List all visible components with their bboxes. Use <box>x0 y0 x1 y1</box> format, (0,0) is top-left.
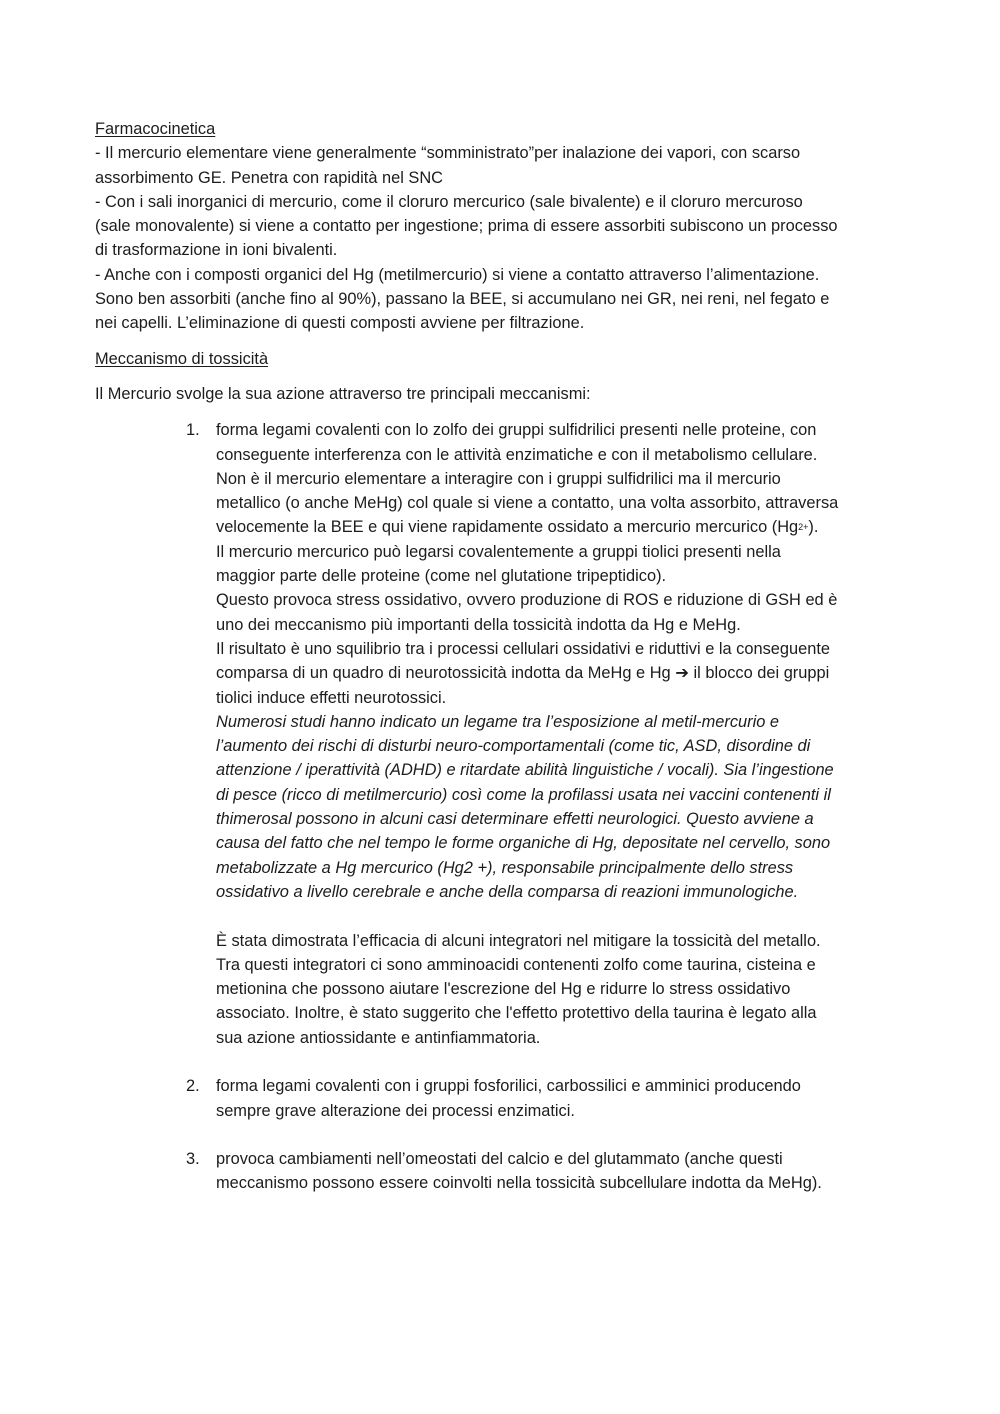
text-line: thimerosal possono in alcuni casi determinare effetti neurologici. Questo avviene a <box>216 810 814 829</box>
text-line: di pesce (ricco di metilmercurio) così come la profilassi usata nei vaccini contenenti il <box>216 785 831 804</box>
section-heading-farmacocinetica: Farmacocinetica <box>95 120 216 138</box>
text-span: il blocco dei gruppi <box>688 664 830 683</box>
list-number: 1. <box>186 421 200 440</box>
text-line: metabolizzate a Hg mercurico (Hg2 +), responsabile principalmente dello stress <box>216 858 794 877</box>
text-line: - Il mercurio elementare viene generalmente “somministrato”per inalazione dei vapori, con scarso <box>95 144 801 163</box>
text-line: Il mercurio mercurico può legarsi covalentemente a gruppi tiolici presenti nella <box>216 542 781 561</box>
text-line: Non è il mercurio elementare a interagire con i gruppi sulfidrilici ma il mercurio <box>216 469 781 488</box>
text-line: Questo provoca stress ossidativo, ovvero produzione di ROS e riduzione di GSH ed è <box>216 591 838 610</box>
text-line: associato. Inoltre, è stato suggerito che l'effetto protettivo della taurina è legato alla <box>216 1004 817 1023</box>
text-line: forma legami covalenti con i gruppi fosforilici, carbossilici e amminici producendo <box>216 1077 801 1096</box>
text-line <box>216 515 910 539</box>
document-content <box>95 117 910 1196</box>
mechanism-list <box>95 418 910 1196</box>
text-line <box>216 661 910 685</box>
farmaco-paragraph <box>95 141 910 335</box>
text-line: meccanismo possono essere coinvolti nella tossicità subcellulare indotta da MeHg). <box>216 1174 822 1193</box>
text-line: conseguente interferenza con le attività enzimatiche e con il metabolismo cellulare. <box>216 445 818 464</box>
text-line: nei capelli. L’eliminazione di questi composti avviene per filtrazione. <box>95 314 585 333</box>
right-arrow-icon: ➔ <box>675 664 689 683</box>
text-line: - Con i sali inorganici di mercurio, come il cloruro mercurico (sale bivalente) e il cloruro mercuroso <box>95 192 803 211</box>
intro-text: Il Mercurio svolge la sua azione attraverso tre principali meccanismi: <box>95 384 591 403</box>
text-line: Sono ben assorbiti (anche fino al 90%), passano la BEE, si accumulano nei GR, nei reni, nel fegato e <box>95 290 830 309</box>
text-line: uno dei meccanismo più importanti della tossicità indotta da Hg e MeHg. <box>216 615 741 634</box>
text-line: Numerosi studi hanno indicato un legame tra l’esposizione al metil-mercurio e <box>216 712 780 731</box>
list-item <box>95 1147 910 1196</box>
text-line: tiolici induce effetti neurotossici. <box>216 688 447 707</box>
text-span: ). <box>808 518 819 537</box>
text-line: ossidativo a livello cerebrale e anche della comparsa di reazioni immunologiche. <box>216 882 799 901</box>
text-line: attenzione / iperattività (ADHD) e ritardate abilità linguistiche / vocali). Sia l’ingestione <box>216 761 834 780</box>
text-line: Il risultato è uno squilibrio tra i processi cellulari ossidativi e riduttivi e la conseguente <box>216 639 831 658</box>
superscript-charge: 2+ <box>798 522 809 533</box>
italic-paragraph <box>216 710 910 904</box>
text-span: velocemente la BEE e qui viene rapidamente ossidato a mercurio mercurico (Hg <box>216 518 799 537</box>
text-line: - Anche con i composti organici del Hg (metilmercurio) si viene a contatto attraverso l’alimentazione. <box>95 265 820 284</box>
text-line: metionina che possono aiutare l'escrezione del Hg e ridurre lo stress ossidativo <box>216 980 791 999</box>
text-line: causa del fatto che nel tempo le forme organiche di Hg, depositate nel cervello, sono <box>216 834 831 853</box>
text-line: sempre grave alterazione dei processi enzimatici. <box>216 1101 575 1120</box>
text-line: metallico (o anche MeHg) col quale si viene a contatto, una volta assorbito, attraversa <box>216 494 839 513</box>
list-number: 3. <box>186 1150 200 1169</box>
text-line: provoca cambiamenti nell’omeostati del calcio e del glutammato (anche questi <box>216 1150 783 1169</box>
text-line: l’aumento dei rischi di disturbi neuro-comportamentali (come tic, ASD, disordine di <box>216 737 811 756</box>
text-line: assorbimento GE. Penetra con rapidità nel SNC <box>95 168 444 187</box>
list-item <box>95 1074 910 1147</box>
text-line: di trasformazione in ioni bivalenti. <box>95 241 338 260</box>
text-line: È stata dimostrata l’efficacia di alcuni integratori nel mitigare la tossicità del metallo. <box>216 931 821 950</box>
text-span: comparsa di un quadro di neurotossicità indotta da MeHg e Hg <box>216 664 676 683</box>
section-heading-meccanismo: Meccanismo di tossicità <box>95 349 269 368</box>
list-item <box>95 418 910 1074</box>
text-line: (sale monovalente) si viene a contatto per ingestione; prima di essere assorbiti subiscono un processo <box>95 217 838 236</box>
text-line: forma legami covalenti con lo zolfo dei gruppi sulfidrilici presenti nelle proteine, con <box>216 421 817 440</box>
list-number: 2. <box>186 1077 200 1096</box>
text-line: Tra questi integratori ci sono amminoacidi contenenti zolfo come taurina, cisteina e <box>216 955 816 974</box>
text-line: sua azione antiossidante e antinfiammatoria. <box>216 1028 541 1047</box>
text-line: maggior parte delle proteine (come nel glutatione tripeptidico). <box>216 567 667 586</box>
